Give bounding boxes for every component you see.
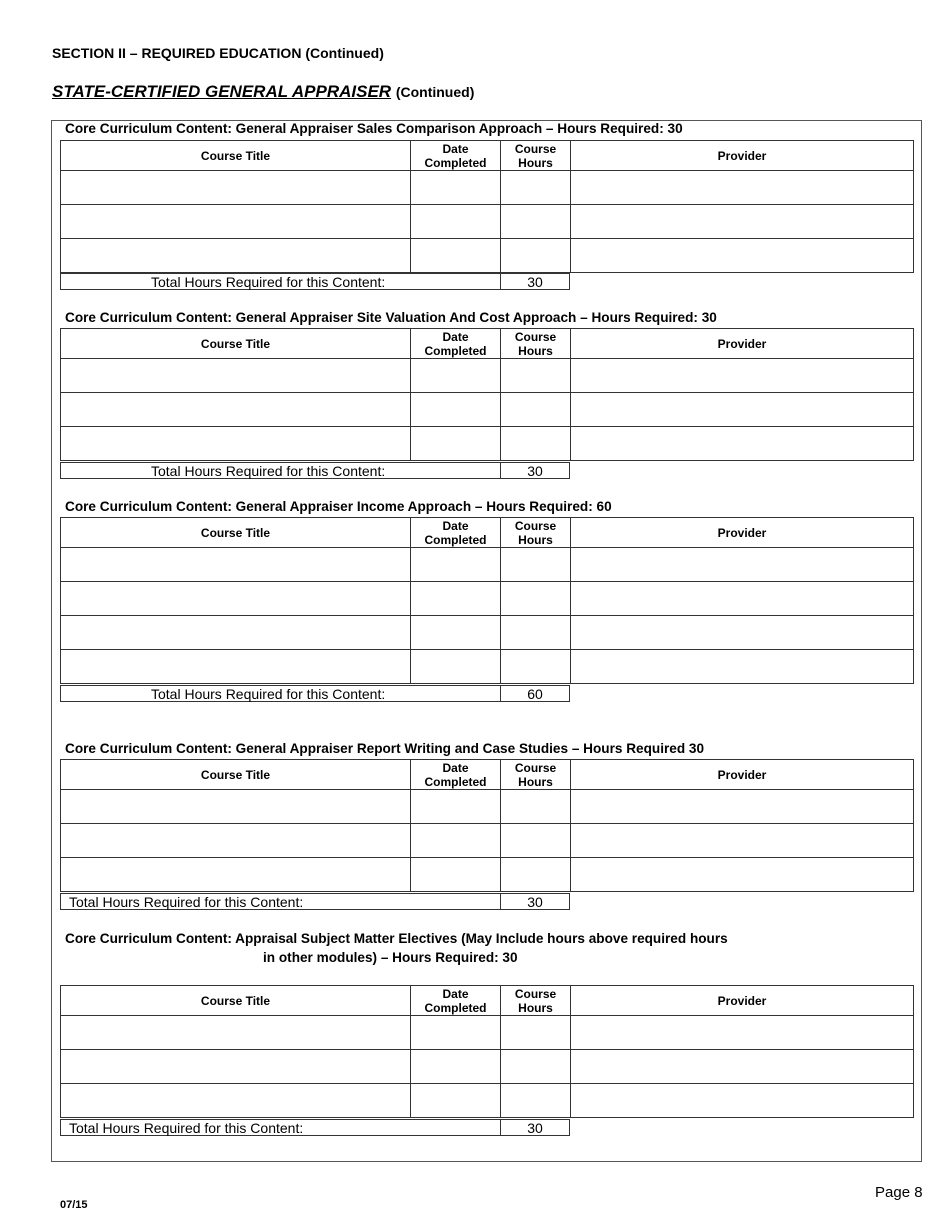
col-course-title: Course Title: [61, 141, 411, 171]
table-header-row: [61, 518, 914, 548]
col-course-hours: Course Hours: [501, 141, 571, 171]
col-course-hours: Course Hours: [501, 329, 571, 359]
course-title-field[interactable]: [61, 171, 411, 205]
col-course-hours: Course Hours: [501, 760, 571, 790]
table-row: [61, 393, 914, 427]
course-hours-field[interactable]: [501, 1050, 571, 1084]
course-hours-field[interactable]: [501, 1016, 571, 1050]
course-title-field[interactable]: [61, 650, 411, 684]
section-header: SECTION II – REQUIRED EDUCATION (Continued): [52, 45, 384, 61]
table-row: [61, 1050, 914, 1084]
date-completed-field[interactable]: [411, 824, 501, 858]
provider-field[interactable]: [571, 790, 914, 824]
table-row: [61, 858, 914, 892]
table-row: [61, 205, 914, 239]
course-hours-field[interactable]: [501, 582, 571, 616]
provider-field[interactable]: [571, 548, 914, 582]
col-provider: Provider: [571, 760, 914, 790]
date-completed-field[interactable]: [411, 1016, 501, 1050]
sub-header-continued: (Continued): [395, 84, 475, 100]
date-completed-field[interactable]: [411, 858, 501, 892]
course-hours-field[interactable]: [501, 616, 571, 650]
date-completed-field[interactable]: [411, 616, 501, 650]
provider-field[interactable]: [571, 616, 914, 650]
course-hours-field[interactable]: [501, 359, 571, 393]
course-hours-field[interactable]: [501, 650, 571, 684]
date-completed-field[interactable]: [411, 582, 501, 616]
total-hours: 30: [500, 273, 570, 290]
total-label: Total Hours Required for this Content:: [60, 1119, 500, 1136]
course-hours-field[interactable]: [501, 824, 571, 858]
provider-field[interactable]: [571, 427, 914, 461]
course-hours-field[interactable]: [501, 1084, 571, 1118]
col-date-completed: Date Completed: [411, 141, 501, 171]
col-course-title: Course Title: [61, 518, 411, 548]
block-title: Core Curriculum Content: General Appraiser Site Valuation And Cost Approach – Hours Required: 30: [65, 310, 717, 325]
total-label: Total Hours Required for this Content:: [60, 462, 500, 479]
course-table: [60, 140, 914, 273]
col-course-title: Course Title: [61, 760, 411, 790]
provider-field[interactable]: [571, 650, 914, 684]
page-number: Page 8: [875, 1184, 923, 1201]
revision-date: 07/15: [60, 1199, 88, 1211]
course-title-field[interactable]: [61, 858, 411, 892]
provider-field[interactable]: [571, 239, 914, 273]
table-header-row: [61, 329, 914, 359]
block-title: Core Curriculum Content: General Appraiser Income Approach – Hours Required: 60: [65, 499, 612, 514]
table-row: [61, 548, 914, 582]
date-completed-field[interactable]: [411, 393, 501, 427]
table-row: [61, 171, 914, 205]
course-hours-field[interactable]: [501, 858, 571, 892]
table-row: [61, 239, 914, 273]
col-course-title: Course Title: [61, 329, 411, 359]
col-provider: Provider: [571, 329, 914, 359]
block-title: [65, 929, 885, 967]
table-row: [61, 427, 914, 461]
course-title-field[interactable]: [61, 359, 411, 393]
course-hours-field[interactable]: [501, 171, 571, 205]
block-title-line2: in other modules) – Hours Required: 30: [263, 950, 518, 965]
table-row: [61, 1016, 914, 1050]
table-header-row: [61, 141, 914, 171]
col-course-title: Course Title: [61, 986, 411, 1016]
table-row: [61, 1084, 914, 1118]
course-title-field[interactable]: [61, 393, 411, 427]
table-row: [61, 650, 914, 684]
course-title-field[interactable]: [61, 824, 411, 858]
sub-header: [52, 82, 474, 102]
course-title-field[interactable]: [61, 1084, 411, 1118]
course-title-field[interactable]: [61, 616, 411, 650]
table-row: [61, 790, 914, 824]
col-date-completed: Date Completed: [411, 518, 501, 548]
table-row: [61, 582, 914, 616]
col-course-hours: Course Hours: [501, 986, 571, 1016]
course-title-field[interactable]: [61, 1016, 411, 1050]
table-header-row: [61, 760, 914, 790]
date-completed-field[interactable]: [411, 171, 501, 205]
col-provider: Provider: [571, 141, 914, 171]
total-label: Total Hours Required for this Content:: [60, 273, 500, 290]
table-row: [61, 359, 914, 393]
total-hours: 30: [500, 462, 570, 479]
course-title-field[interactable]: [61, 205, 411, 239]
provider-field[interactable]: [571, 359, 914, 393]
course-title-field[interactable]: [61, 1050, 411, 1084]
course-title-field[interactable]: [61, 427, 411, 461]
date-completed-field[interactable]: [411, 548, 501, 582]
date-completed-field[interactable]: [411, 427, 501, 461]
provider-field[interactable]: [571, 858, 914, 892]
col-course-hours: Course Hours: [501, 518, 571, 548]
course-table: [60, 985, 914, 1118]
col-date-completed: Date Completed: [411, 329, 501, 359]
course-table: [60, 328, 914, 461]
col-date-completed: Date Completed: [411, 986, 501, 1016]
date-completed-field[interactable]: [411, 650, 501, 684]
col-provider: Provider: [571, 986, 914, 1016]
date-completed-field[interactable]: [411, 205, 501, 239]
total-hours: 30: [500, 893, 570, 910]
date-completed-field[interactable]: [411, 359, 501, 393]
course-title-field[interactable]: [61, 548, 411, 582]
total-hours: 60: [500, 685, 570, 702]
provider-field[interactable]: [571, 171, 914, 205]
provider-field[interactable]: [571, 1050, 914, 1084]
total-label: Total Hours Required for this Content:: [60, 893, 500, 910]
provider-field[interactable]: [571, 205, 914, 239]
total-hours: 30: [500, 1119, 570, 1136]
provider-field[interactable]: [571, 1016, 914, 1050]
total-label: Total Hours Required for this Content:: [60, 685, 500, 702]
table-row: [61, 824, 914, 858]
course-hours-field[interactable]: [501, 393, 571, 427]
col-provider: Provider: [571, 518, 914, 548]
course-title-field[interactable]: [61, 790, 411, 824]
course-hours-field[interactable]: [501, 790, 571, 824]
sub-header-title: STATE-CERTIFIED GENERAL APPRAISER: [52, 82, 392, 101]
date-completed-field[interactable]: [411, 790, 501, 824]
course-title-field[interactable]: [61, 582, 411, 616]
table-row: [61, 616, 914, 650]
block-title: Core Curriculum Content: General Appraiser Sales Comparison Approach – Hours Required: 30: [65, 121, 683, 136]
provider-field[interactable]: [571, 582, 914, 616]
course-table: [60, 517, 914, 684]
course-hours-field[interactable]: [501, 239, 571, 273]
col-date-completed: Date Completed: [411, 760, 501, 790]
table-header-row: [61, 986, 914, 1016]
block-title: Core Curriculum Content: General Appraiser Report Writing and Case Studies – Hours Required 30: [65, 741, 705, 756]
provider-field[interactable]: [571, 1084, 914, 1118]
provider-field[interactable]: [571, 824, 914, 858]
course-table: [60, 759, 914, 892]
block-title-line1: Core Curriculum Content: Appraisal Subject Matter Electives (May Include hours above required hours: [65, 931, 728, 946]
date-completed-field[interactable]: [411, 239, 501, 273]
course-title-field[interactable]: [61, 239, 411, 273]
course-hours-field[interactable]: [501, 427, 571, 461]
date-completed-field[interactable]: [411, 1084, 501, 1118]
date-completed-field[interactable]: [411, 1050, 501, 1084]
course-hours-field[interactable]: [501, 205, 571, 239]
course-hours-field[interactable]: [501, 548, 571, 582]
provider-field[interactable]: [571, 393, 914, 427]
